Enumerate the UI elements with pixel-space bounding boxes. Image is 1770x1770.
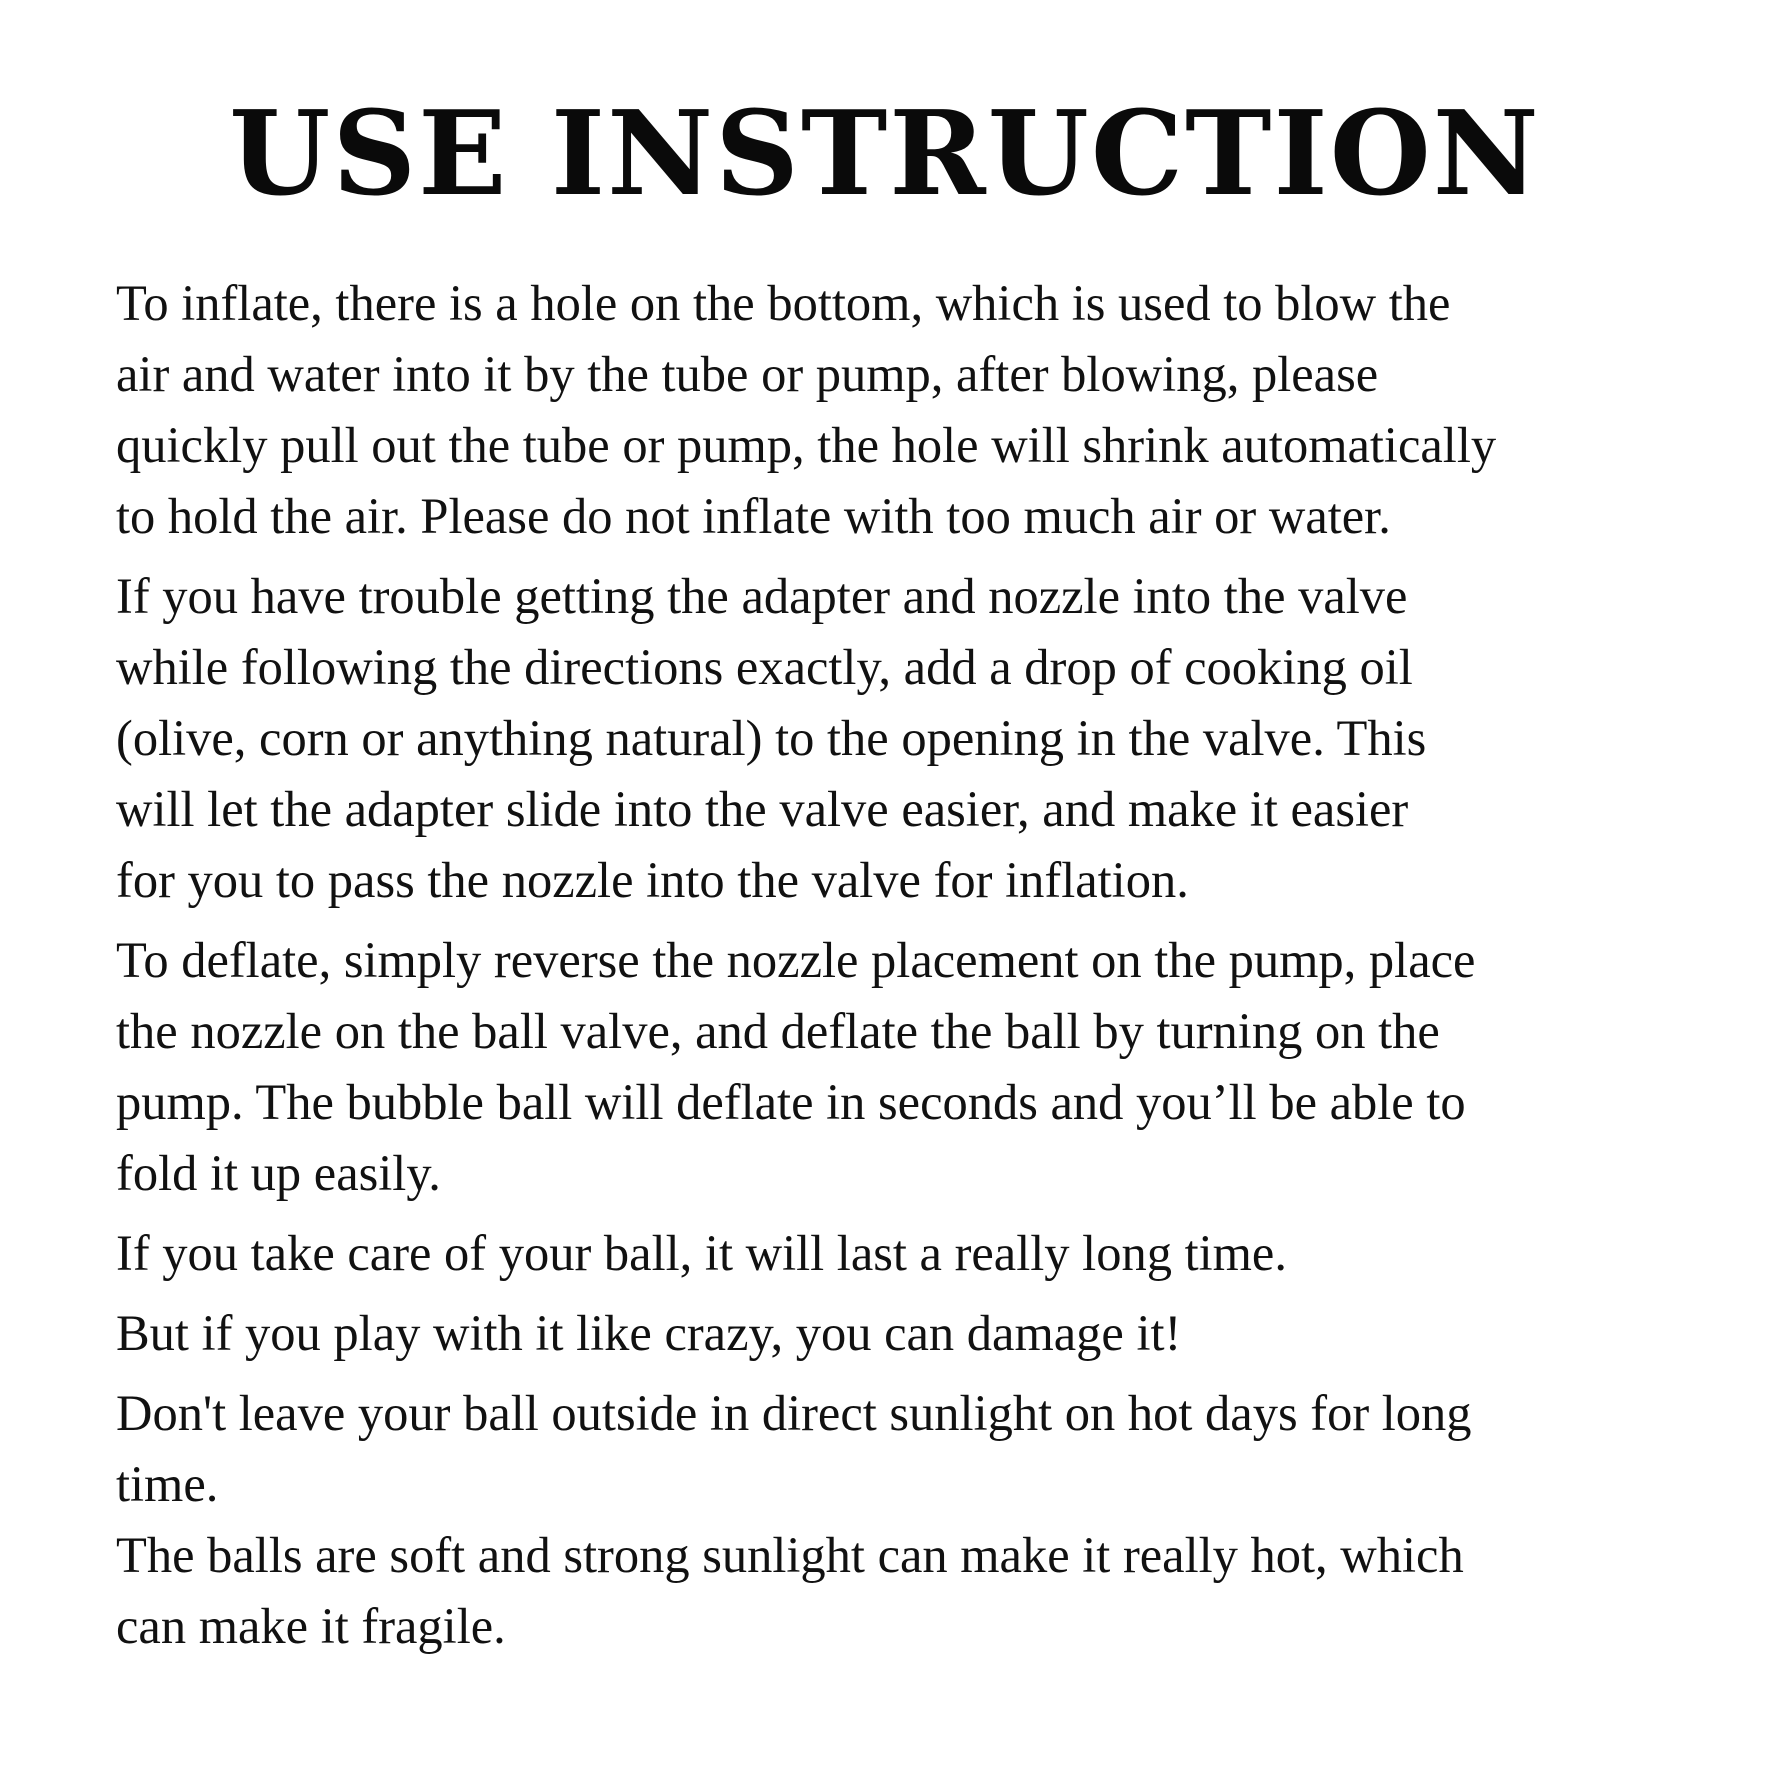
text-line: If you have trouble getting the adapter and nozzle into the valve — [116, 568, 1408, 624]
text-line: the nozzle on the ball valve, and deflate the ball by turning on the — [116, 1003, 1440, 1059]
text-line: for you to pass the nozzle into the valve for inflation. — [116, 852, 1189, 908]
paragraph-heat-warning — [116, 1520, 1696, 1662]
text-line: fold it up easily. — [116, 1145, 441, 1201]
paragraph-care — [116, 1218, 1696, 1289]
text-line: while following the directions exactly, add a drop of cooking oil — [116, 639, 1413, 695]
text-line: quickly pull out the tube or pump, the hole will shrink automatically — [116, 417, 1497, 473]
text-line: can make it fragile. — [116, 1598, 506, 1654]
text-line: pump. The bubble ball will deflate in seconds and you’ll be able to — [116, 1074, 1466, 1130]
text-line: (olive, corn or anything natural) to the opening in the valve. This — [116, 710, 1427, 766]
paragraph-damage-warning — [116, 1298, 1696, 1369]
text-line: To inflate, there is a hole on the bottom, which is used to blow the — [116, 275, 1451, 331]
page-title: USE INSTRUCTION — [229, 86, 1541, 222]
text-line: to hold the air. Please do not inflate with too much air or water. — [116, 488, 1391, 544]
text-line: Don't leave your ball outside in direct sunlight on hot days for long — [116, 1385, 1472, 1441]
text-line: time. — [116, 1456, 219, 1512]
paragraph-adapter-trouble — [116, 561, 1696, 916]
text-line: If you take care of your ball, it will last a really long time. — [116, 1225, 1287, 1281]
instruction-body — [116, 268, 1696, 1662]
text-line: will let the adapter slide into the valve easier, and make it easier — [116, 781, 1409, 837]
paragraph-inflate — [116, 268, 1696, 552]
text-line: air and water into it by the tube or pump, after blowing, please — [116, 346, 1379, 402]
paragraph-deflate — [116, 925, 1696, 1209]
text-line: The balls are soft and strong sunlight can make it really hot, which — [116, 1527, 1464, 1583]
text-line: To deflate, simply reverse the nozzle placement on the pump, place — [116, 932, 1476, 988]
text-line: But if you play with it like crazy, you can damage it! — [116, 1305, 1182, 1361]
paragraph-sunlight — [116, 1378, 1696, 1520]
